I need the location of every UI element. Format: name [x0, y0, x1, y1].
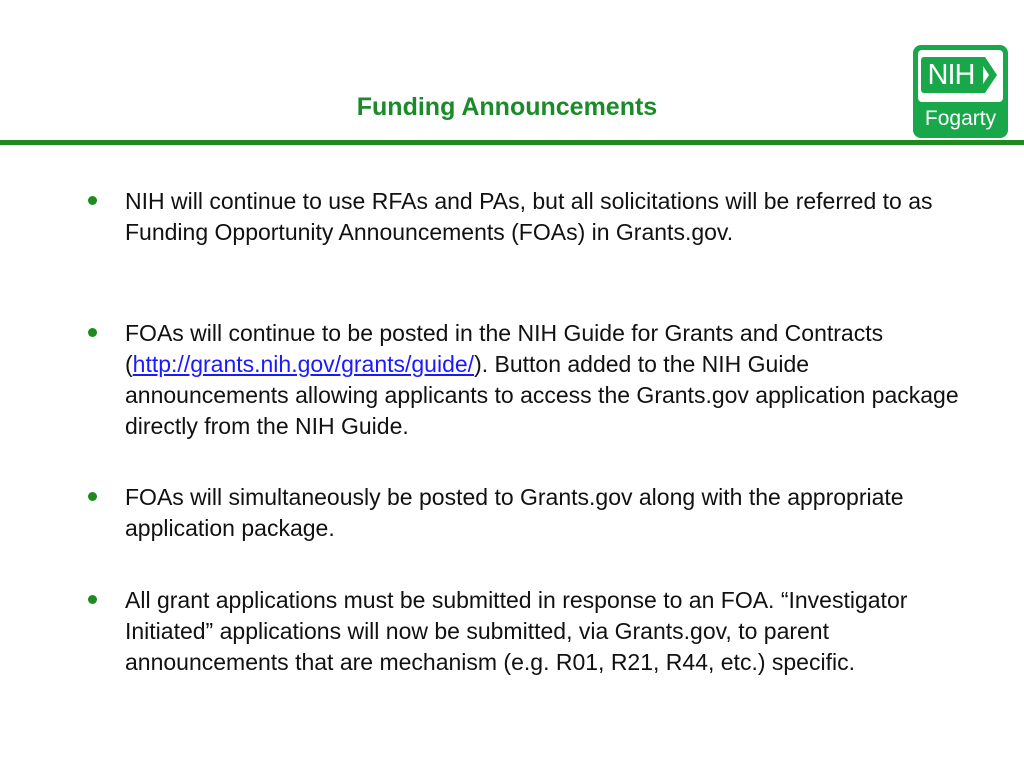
slide-title: Funding Announcements [356, 93, 658, 121]
nih-guide-link[interactable]: http://grants.nih.gov/grants/guide/ [132, 351, 475, 377]
chevron-right-icon [977, 57, 999, 93]
bullet-text: NIH will continue to use RFAs and PAs, but all solicitations will be referred to as Funding Opportunity Announcements (FOAs) in Grants.gov. [125, 188, 933, 245]
bullet-icon [88, 196, 97, 205]
bullet-icon [88, 492, 97, 501]
bullet-text-after-link: ). Button added to the NIH Guide announcements allowing applicants to access the Grants.gov application package directly from the NIH Guide. [125, 351, 959, 439]
fogarty-logo-text: Fogarty [924, 107, 997, 130]
bullet-icon [88, 328, 97, 337]
nih-fogarty-logo [913, 45, 1008, 138]
nih-logo-text: NIH [927, 59, 975, 91]
bullet-text: All grant applications must be submitted in response to an FOA. “Investigator Initiated” applications will now be submitted, via Grants.gov, to parent announcements that are mechanism (e.g. R01, R21, R44, etc.) specific. [125, 587, 908, 675]
bullet-text-before-link: FOAs will continue to be posted in the NIH Guide for Grants and Contracts ( [125, 320, 884, 377]
bullet-text [125, 318, 960, 442]
bullet-text: FOAs will simultaneously be posted to Grants.gov along with the appropriate application package. [125, 484, 904, 541]
title-divider [0, 140, 1024, 145]
bullet-icon [88, 595, 97, 604]
